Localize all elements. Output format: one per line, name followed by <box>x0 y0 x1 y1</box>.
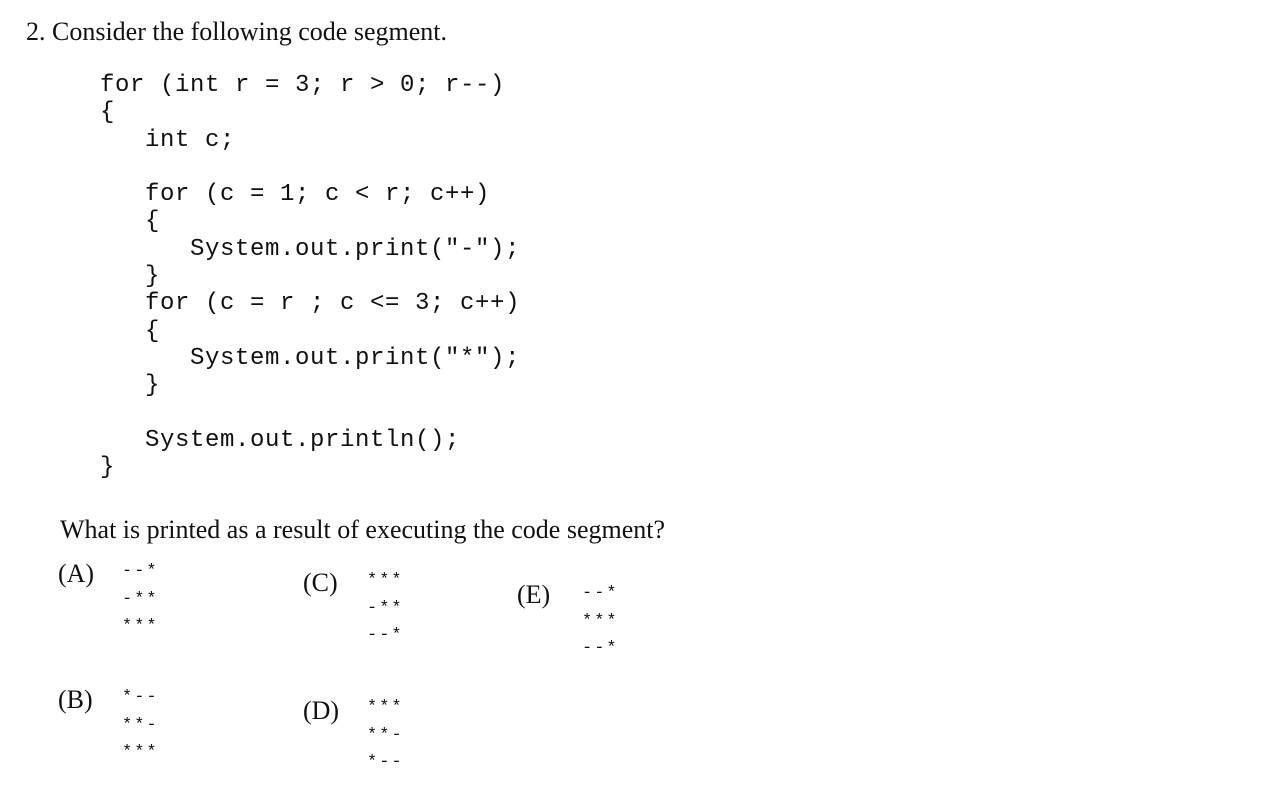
choice-c-label[interactable]: (C) <box>303 568 338 597</box>
code-line: { <box>100 317 161 345</box>
code-line: for (c = r ; c <= 3; c++) <box>100 290 521 318</box>
output-line: *** <box>367 571 404 590</box>
code-line: } <box>100 372 161 400</box>
code-line: { <box>100 99 116 127</box>
choice-e-label[interactable]: (E) <box>517 580 551 609</box>
output-line: *** <box>582 611 619 631</box>
choice-a-output <box>122 558 159 641</box>
output-line: --* <box>582 584 619 603</box>
choice-a-label[interactable]: (A) <box>58 559 95 588</box>
output-line: **- <box>367 725 404 745</box>
code-line: } <box>100 454 116 482</box>
code-line: System.out.print("-"); <box>100 235 521 263</box>
code-line: int c; <box>100 126 236 154</box>
code-line: System.out.println(); <box>100 426 461 454</box>
output-line: *-- <box>367 753 404 772</box>
code-line: System.out.print("*"); <box>100 344 521 372</box>
choice-b-output <box>122 684 159 767</box>
code-line <box>100 400 520 427</box>
question-prompt: What is printed as a result of executing the code segment? <box>60 515 666 544</box>
output-line: --* <box>367 626 404 645</box>
output-line: *-- <box>122 688 159 707</box>
code-line: for (int r = 3; r > 0; r--) <box>100 72 506 99</box>
choice-d-output <box>367 694 404 777</box>
question-title: 2. Consider the following code segment. <box>26 17 447 46</box>
output-line: *** <box>367 698 404 717</box>
choice-e-output <box>582 580 619 663</box>
code-line: for (c = 1; c < r; c++) <box>100 181 491 209</box>
code-line: { <box>100 208 161 236</box>
code-line <box>100 154 520 181</box>
output-line: -** <box>367 598 404 618</box>
code-line: } <box>100 263 161 291</box>
output-line: *** <box>122 617 159 636</box>
choice-d-label[interactable]: (D) <box>303 696 340 725</box>
output-line: --* <box>122 562 159 581</box>
choice-c-output <box>367 567 404 650</box>
code-segment <box>100 72 520 481</box>
output-line: **- <box>122 715 159 735</box>
output-line: --* <box>582 639 619 658</box>
output-line: *** <box>122 743 159 762</box>
choice-b-label[interactable]: (B) <box>58 685 93 714</box>
output-line: -** <box>122 589 159 609</box>
